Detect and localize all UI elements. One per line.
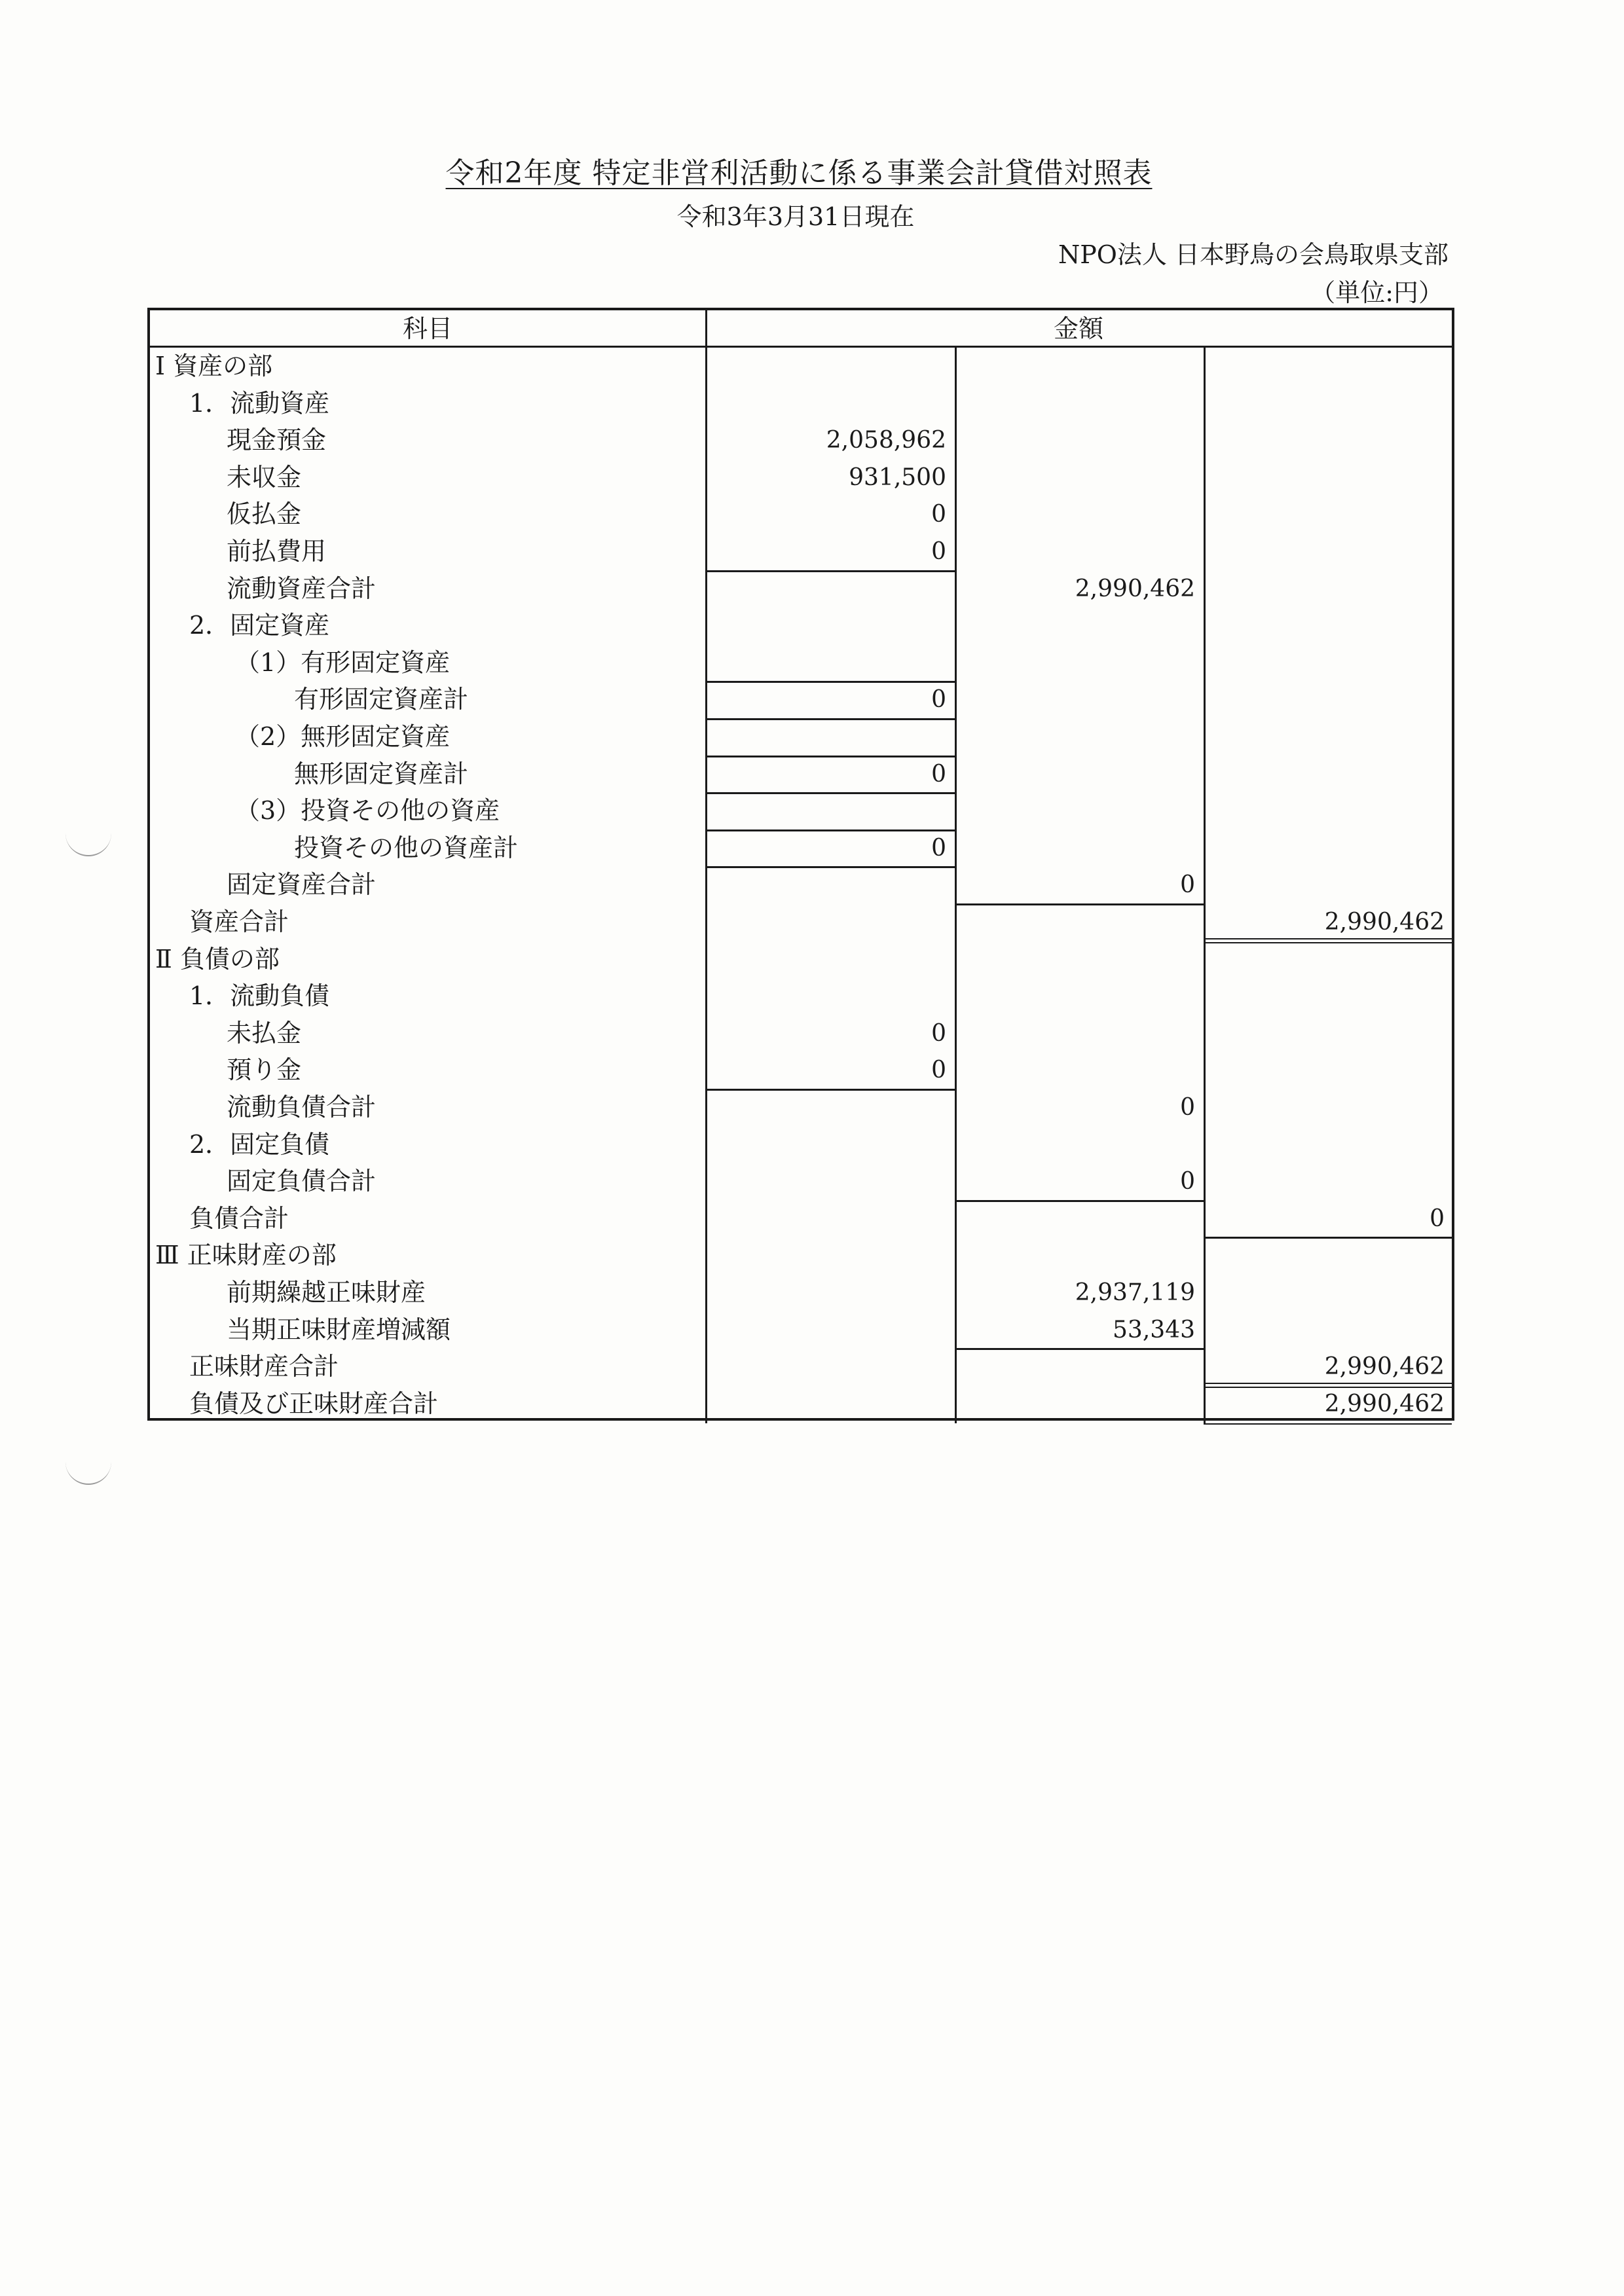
punch-hole-mark xyxy=(65,1460,111,1485)
column-header-item: 科目 xyxy=(402,314,452,343)
row-label: 有形固定資産計 xyxy=(294,685,469,714)
amount-cell: 0 xyxy=(931,1057,946,1084)
row-label: 投資その他の資産計 xyxy=(294,833,519,862)
row-label: 資産合計 xyxy=(189,907,289,936)
cell-border xyxy=(705,866,955,868)
as-of-date: 令和3年3月31日現在 xyxy=(676,202,915,231)
amount-cell: 53,343 xyxy=(1113,1316,1195,1343)
amount-cell: 2,990,462 xyxy=(1324,909,1445,936)
amount-cell: 2,990,462 xyxy=(1324,1390,1445,1417)
row-label: 前払費用 xyxy=(227,537,327,566)
row-label: Ⅲ 正味財産の部 xyxy=(155,1241,337,1270)
amount-cell: 2,937,119 xyxy=(1075,1279,1195,1306)
row-label: （3）投資その他の資産 xyxy=(235,796,500,826)
row-label: 未払金 xyxy=(227,1018,302,1048)
row-label: 2．固定負債 xyxy=(189,1129,330,1159)
document-title: 令和2年度 特定非営利活動に係る事業会計貸借対照表 xyxy=(445,156,1153,190)
amount-cell: 931,500 xyxy=(849,464,946,491)
amount-cell: 0 xyxy=(931,1019,946,1047)
amount-cell: 0 xyxy=(931,686,946,714)
row-label: 固定資産合計 xyxy=(227,870,377,900)
row-label: 2．固定資産 xyxy=(189,611,330,640)
row-label: 1．流動負債 xyxy=(189,981,330,1011)
cell-border xyxy=(705,792,955,794)
column-header-amount: 金額 xyxy=(1053,314,1103,343)
row-label: Ⅱ 負債の部 xyxy=(155,944,280,974)
balance-sheet-table xyxy=(147,308,1454,1421)
amount-cell: 2,990,462 xyxy=(1324,1353,1445,1381)
amount-cell: 0 xyxy=(931,501,946,528)
row-label: （2）無形固定資産 xyxy=(235,722,451,751)
header-divider xyxy=(150,346,1452,348)
row-label: 1．流動資産 xyxy=(189,388,330,418)
row-label: 正味財産合計 xyxy=(189,1352,339,1381)
cell-border xyxy=(705,570,955,572)
amount-cell: 0 xyxy=(1430,1205,1445,1232)
row-label: 未収金 xyxy=(227,462,302,492)
row-label: 固定負債合計 xyxy=(227,1167,377,1196)
amount-cell: 2,990,462 xyxy=(1075,575,1195,602)
amount-cell: 0 xyxy=(931,538,946,565)
row-label: 負債及び正味財産合計 xyxy=(189,1389,439,1418)
row-label: 前期繰越正味財産 xyxy=(227,1278,426,1307)
cell-border xyxy=(705,718,955,720)
amount-cell: 2,058,962 xyxy=(826,427,946,454)
amount-cell: 0 xyxy=(931,760,946,788)
row-label: 無形固定資産計 xyxy=(294,759,469,788)
row-label: 現金預金 xyxy=(227,426,327,455)
amount-cell: 0 xyxy=(1180,871,1195,899)
cell-border xyxy=(955,1200,1204,1202)
cell-border xyxy=(1204,1237,1452,1239)
amount-cell: 0 xyxy=(931,834,946,862)
cell-border xyxy=(705,1089,955,1091)
punch-hole-mark xyxy=(65,831,111,856)
amount-cell: 0 xyxy=(1180,1168,1195,1195)
row-label: 預り金 xyxy=(227,1055,302,1085)
row-label: （1）有形固定資産 xyxy=(235,647,451,677)
unit-label: （単位:円） xyxy=(1310,278,1443,307)
row-label: 流動資産合計 xyxy=(227,574,377,603)
row-label: Ⅰ 資産の部 xyxy=(155,352,273,380)
row-label: 流動負債合計 xyxy=(227,1093,377,1121)
amount-cell: 0 xyxy=(1180,1094,1195,1121)
row-label: 当期正味財産増減額 xyxy=(227,1315,451,1344)
row-label: 負債合計 xyxy=(189,1203,289,1233)
cell-border xyxy=(955,1348,1204,1350)
organization-name: NPO法人 日本野鳥の会鳥取県支部 xyxy=(1058,240,1449,269)
column-divider xyxy=(1204,348,1206,1423)
row-label: 仮払金 xyxy=(227,500,302,529)
cell-border xyxy=(955,903,1204,905)
